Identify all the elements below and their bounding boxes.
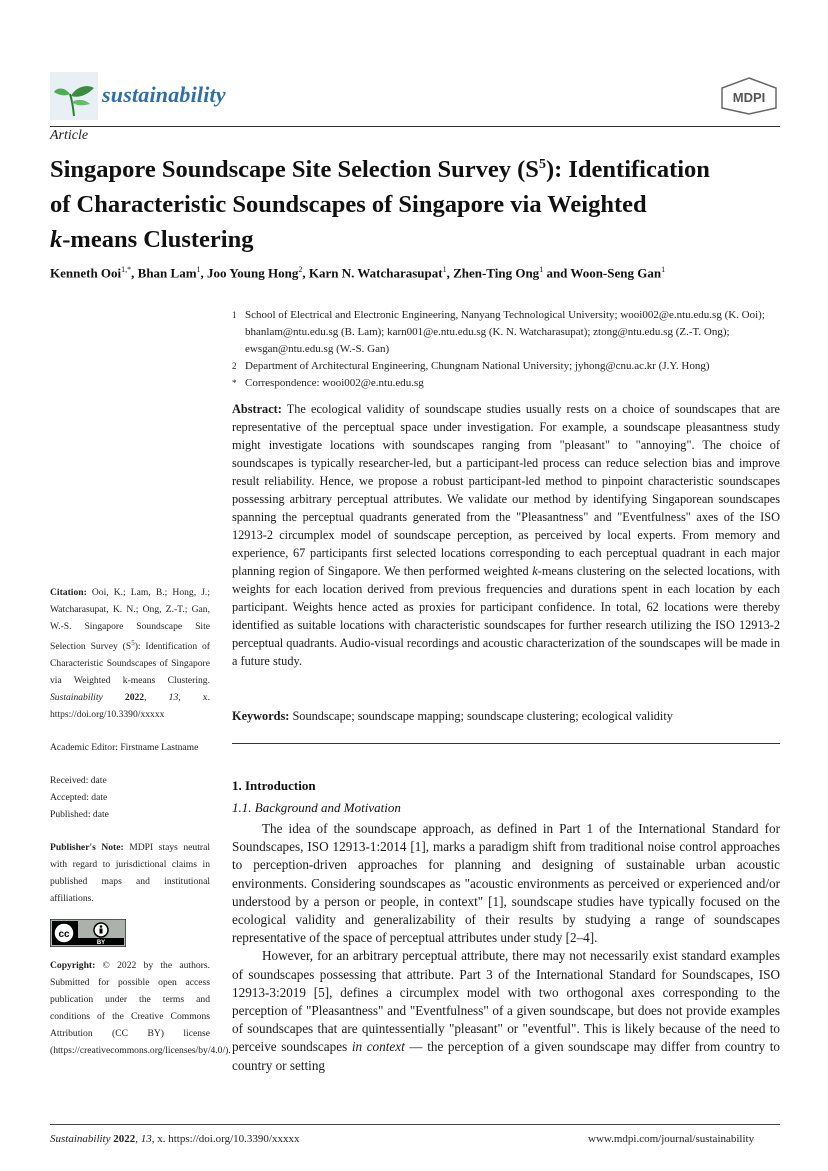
title-k: k	[50, 226, 63, 254]
affiliation-row	[232, 358, 782, 375]
leaf-logo-icon	[50, 72, 98, 120]
title-sup: 5	[538, 157, 546, 172]
author-affiliation-mark: 1	[539, 265, 544, 274]
author-separator: ,	[131, 265, 138, 281]
author-separator: and	[543, 265, 571, 281]
affiliation-text: School of Electrical and Electronic Engineering, Nanyang Technological University; wooi002@e.ntu.edu.sg (K. Ooi); bhanlam@ntu.edu.sg (B. Lam); karn001@e.ntu.edu.sg (K. N. Watcharasupat); ztong@ntu.edu.sg (Z.-T. Ong); ewsgan@ntu.edu.sg (W.-S. Gan)	[245, 309, 765, 355]
author-name: Kenneth Ooi	[50, 265, 122, 281]
affiliation-row	[232, 375, 782, 392]
mdpi-logo	[718, 76, 780, 116]
svg-text:cc: cc	[58, 929, 70, 941]
header-divider	[50, 126, 780, 127]
paragraph-2	[232, 947, 780, 1074]
author-affiliation-mark: 1,*	[121, 265, 132, 274]
left-margin-column	[50, 584, 231, 1071]
abstract-k: k	[532, 564, 538, 578]
author-affiliation-mark: 1	[661, 265, 666, 274]
citation-vol: , 13	[144, 692, 179, 704]
author-name: Joo Young Hong	[207, 265, 299, 281]
footer-doi: , x. https://doi.org/10.3390/xxxxx	[151, 1133, 300, 1145]
subsection-heading: 1.1. Background and Motivation	[232, 800, 401, 815]
published-date: Published: date	[50, 809, 109, 821]
citation-doi: , x. https://doi.org/10.3390/xxxxx	[50, 692, 210, 721]
author-list	[50, 265, 810, 281]
footer-url: www.mdpi.com/journal/sustainability	[588, 1133, 755, 1145]
section-heading: 1. Introduction	[232, 778, 316, 793]
footer-year: 2022	[110, 1133, 136, 1145]
copyright-label: Copyright:	[50, 960, 96, 972]
title-line1-end: ): Identification	[545, 156, 710, 184]
title-line2: of Characteristic Soundscapes of Singapore via Weighted	[50, 191, 647, 219]
keywords-text: Soundscape; soundscape mapping; soundscape clustering; ecological validity	[289, 709, 673, 723]
abstract-text-2: -means clustering on the selected locations, with weights for each location derived from previous frequencies and durations spent in each location by each participant. Weights hence acted as proxies for participant confidence. In total, 62 locations were thereby identified as suitable locations with characteristic soundscapes for further research utilizing the ISO 12913-2 perceptual quadrants. Audio-visual recordings and acoustic characterization of the soundscapes will be made in a future study.	[232, 564, 780, 668]
abstract-label: Abstract:	[232, 402, 282, 416]
article-type: Article	[50, 128, 89, 143]
accepted-date: Accepted: date	[50, 792, 108, 804]
paragraph-1: The idea of the soundscape approach, as defined in Part 1 of the International Standard for Soundscapes, ISO 12913-1:2014 [1], marks a paradigm shift from traditional noise control approaches to perception-driven approaches for planning and designing of sustainable urban acoustic environments. Considering soundscapes as "acoustic environments as perceived or experienced and/or understood by a person or people, in context" [1], soundscape studies have typically focused on the ecological validity and generalizability of their results by studying a range of soundscapes representative of the space of perceptual attributes under study [2–4].	[232, 821, 780, 946]
title-line1: Singapore Soundscape Site Selection Survey (S	[50, 156, 539, 184]
paragraph-2-b: — the perception of a given soundscape may differ from country to country or setting	[232, 1039, 780, 1073]
author-name: Bhan Lam	[137, 265, 197, 281]
paragraph-2-italic: in context	[351, 1039, 405, 1055]
body-text	[232, 820, 780, 1075]
citation-journal: Sustainability	[50, 692, 103, 704]
received-date: Received: date	[50, 775, 107, 787]
keywords	[232, 707, 780, 725]
affiliation-mark: *	[232, 378, 237, 388]
author-separator: ,	[302, 265, 309, 281]
citation-block	[50, 584, 210, 723]
cc-by-license-icon	[50, 919, 126, 947]
author-name: Karn N. Watcharasupat	[308, 265, 443, 281]
mdpi-logo-text: MDPI	[732, 90, 766, 105]
affiliation-text: Department of Architectural Engineering, Chungnam National University; jyhong@cnu.ac.kr (J.Y. Hong)	[245, 360, 710, 372]
cc-by-text: BY	[96, 940, 106, 947]
abstract	[232, 400, 780, 670]
keywords-label: Keywords:	[232, 709, 290, 723]
citation-year: 2022	[102, 692, 145, 704]
abstract-text-1: The ecological validity of soundscape studies usually rests on a choice of soundscapes that are representative of the perceptual space under investigation. For example, a soundscape pleasantness study might investigate locations with soundscapes ranging from "pleasant" to "annoying". The choice of soundscapes is typically researcher-led, but a participant-led process can reduce selection bias and improve result reliability. Hence, we propose a robust participant-led method to pinpoint characteristic soundscapes possessing arbitrary perceptual attributes. We validate our method by identifying Singaporean soundscapes spanning the perceptual quadrants generated from the "Pleasantness" and "Eventfulness" axes of the ISO 12913-2 circumplex model of soundscape perception, as perceived by local experts. From memory and experience, 67 participants first selected locations corresponding to each perceptual quadrant in each major planning region of Singapore. We then performed weighted	[232, 402, 780, 578]
author-separator: ,	[200, 265, 208, 281]
affiliation-row	[232, 307, 782, 358]
footer-vol: , 13	[135, 1133, 152, 1145]
journal-name: sustainability	[102, 82, 226, 107]
footer-divider	[50, 1124, 780, 1125]
author-separator: ,	[446, 265, 454, 281]
footer-citation	[50, 1133, 299, 1145]
author-name: Woon-Seng Gan	[570, 265, 662, 281]
citation-sup: 5	[131, 639, 135, 647]
affiliation-mark: 2	[232, 361, 237, 371]
author-affiliation-mark: 2	[298, 265, 303, 274]
abstract-divider	[232, 743, 780, 744]
citation-text-a: Ooi, K.; Lam, B.; Hong, J.; Watcharasupat, K. N.; Ong, Z.-T.; Gan, W.-S. Singapore Soundscape Site Selection Survey (S	[50, 587, 210, 653]
author-affiliation-mark: 1	[196, 265, 201, 274]
affiliations	[232, 307, 782, 392]
publisher-note	[50, 839, 210, 907]
affiliation-mark: 1	[232, 310, 237, 320]
citation-text-b: ): Identification of Characteristic Soundscapes of Singapore via Weighted k-means Clustering.	[50, 641, 210, 687]
copyright-text: © 2022 by the authors. Submitted for possible open access publication under the terms and conditions of the Creative Commons Attribution (CC BY) license (https://creativecommons.org/licenses/by/4.0/).	[50, 960, 231, 1057]
footer-journal: Sustainability	[50, 1133, 111, 1145]
journal-logo	[50, 72, 250, 120]
paper-title	[50, 147, 790, 257]
publisher-note-label: Publisher's Note:	[50, 842, 124, 854]
citation-label: Citation:	[50, 587, 87, 598]
publisher-note-text: MDPI stays neutral with regard to jurisdictional claims in published maps and institutional affiliations.	[50, 842, 210, 905]
affiliation-text: Correspondence: wooi002@e.ntu.edu.sg	[245, 377, 424, 389]
author-affiliation-mark: 1	[442, 265, 447, 274]
paragraph-2-a: However, for an arbitrary perceptual attribute, there may not necessarily exist standard examples of soundscapes possessing that attribute. Part 3 of the International Standard for Soundscapes, ISO 12913-3:2019 [5], defines a circumplex model with two orthogonal axes corresponding to the perception of "Pleasantness" and "Eventfulness" of a given soundscape, but does not provide examples of soundscapes that are quintessentially "pleasant" or "eventful". This is likely because of the need to perceive soundscapes	[232, 948, 780, 1055]
academic-editor: Academic Editor: Firstname Lastname	[50, 742, 199, 754]
title-line3: -means Clustering	[62, 226, 254, 254]
author-name: Zhen-Ting Ong	[453, 265, 540, 281]
copyright-block	[50, 957, 231, 1059]
